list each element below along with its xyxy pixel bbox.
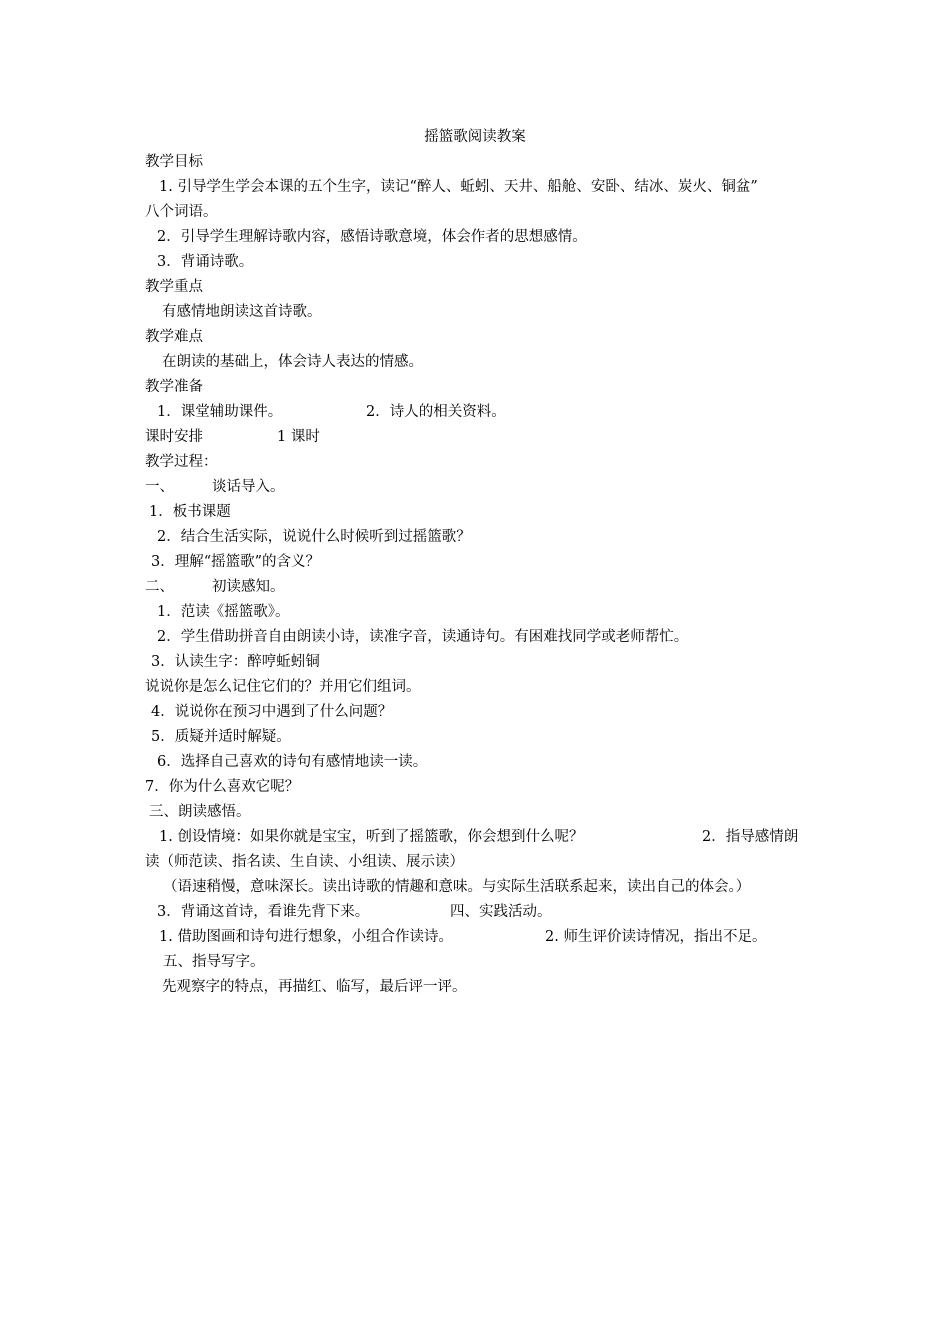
section-2-number: 二、 <box>145 579 174 595</box>
section-2-step-3: 3．认读生字：醉哼蚯蚓铜 <box>151 654 320 670</box>
section-3-title: 三、朗读感悟。 <box>149 804 251 820</box>
section-3-step-3: 3．背诵这首诗，看谁先背下来。 <box>157 904 370 920</box>
difficulty-text: 在朗读的基础上，体会诗人表达的情感。 <box>162 354 423 370</box>
section-2-step-7: 7．你为什么喜欢它呢？ <box>145 779 300 795</box>
section-4-step-2: 2. 师生评价读诗情况，指出不足。 <box>545 929 767 945</box>
section-1-step-3: 3．理解“摇篮歌”的含义？ <box>151 554 321 570</box>
section-1-title: 谈话导入。 <box>212 479 285 495</box>
section-3-step-2-cont: 读（师范读、指名读、生自读、小组读、展示读） <box>145 854 464 870</box>
heading-objectives: 教学目标 <box>145 154 203 170</box>
heading-preparation: 教学准备 <box>145 379 203 395</box>
section-3-step-1: 1. 创设情境：如果你就是宝宝，听到了摇篮歌，你会想到什么呢？ <box>159 829 584 845</box>
preparation-1: 1．课堂辅助课件。 <box>157 404 283 420</box>
section-3-step-2: 2．指导感情朗 <box>702 829 799 845</box>
section-1-number: 一、 <box>145 479 174 495</box>
section-2-step-5: 5．质疑并适时解疑。 <box>151 729 291 745</box>
objective-1: 1. 引导学生学会本课的五个生字，读记“醉人、蚯蚓、天井、船舱、安卧、结冰、炭火、铜盆” <box>159 179 758 195</box>
section-1-step-2: 2．结合生活实际，说说什么时候听到过摇篮歌？ <box>157 529 471 545</box>
section-4-step-1: 1. 借助图画和诗句进行想象，小组合作读诗。 <box>159 929 453 945</box>
section-2-step-2: 2．学生借助拼音自由朗读小诗，读准字音，读通诗句。有困难找同学或老师帮忙。 <box>157 629 689 645</box>
heading-schedule: 课时安排 <box>145 429 203 445</box>
heading-process: 教学过程： <box>145 454 218 470</box>
heading-difficulties: 教学难点 <box>145 329 203 345</box>
preparation-2: 2．诗人的相关资料。 <box>366 404 506 420</box>
section-2-title: 初读感知。 <box>212 579 285 595</box>
section-2-step-1: 1．范读《摇篮歌》。 <box>157 604 290 620</box>
section-2-step-3-note: 说说你是怎么记住它们的？并用它们组词。 <box>145 679 421 695</box>
section-1-step-1: 1．板书课题 <box>149 504 231 520</box>
schedule-value: 1 课时 <box>277 429 320 445</box>
section-3-note: （语速稍慢，意味深长。读出诗歌的情趣和意味。与实际生活联系起来，读出自己的体会。） <box>163 879 751 895</box>
section-4-title: 四、实践活动。 <box>450 904 552 920</box>
section-5-text: 先观察字的特点，再描红、临写，最后评一评。 <box>162 979 467 995</box>
objective-1-cont: 八个词语。 <box>145 204 218 220</box>
objective-3: 3．背诵诗歌。 <box>157 254 254 270</box>
document-title: 摇篮歌阅读教案 <box>424 129 526 145</box>
section-2-step-4: 4．说说你在预习中遇到了什么问题？ <box>151 704 393 720</box>
section-5-title: 五、指导写字。 <box>163 954 265 970</box>
key-point-text: 有感情地朗读这首诗歌。 <box>162 304 322 320</box>
heading-key-points: 教学重点 <box>145 279 203 295</box>
objective-2: 2．引导学生理解诗歌内容，感悟诗歌意境，体会作者的思想感情。 <box>157 229 587 245</box>
section-2-step-6: 6．选择自己喜欢的诗句有感情地读一读。 <box>157 754 428 770</box>
